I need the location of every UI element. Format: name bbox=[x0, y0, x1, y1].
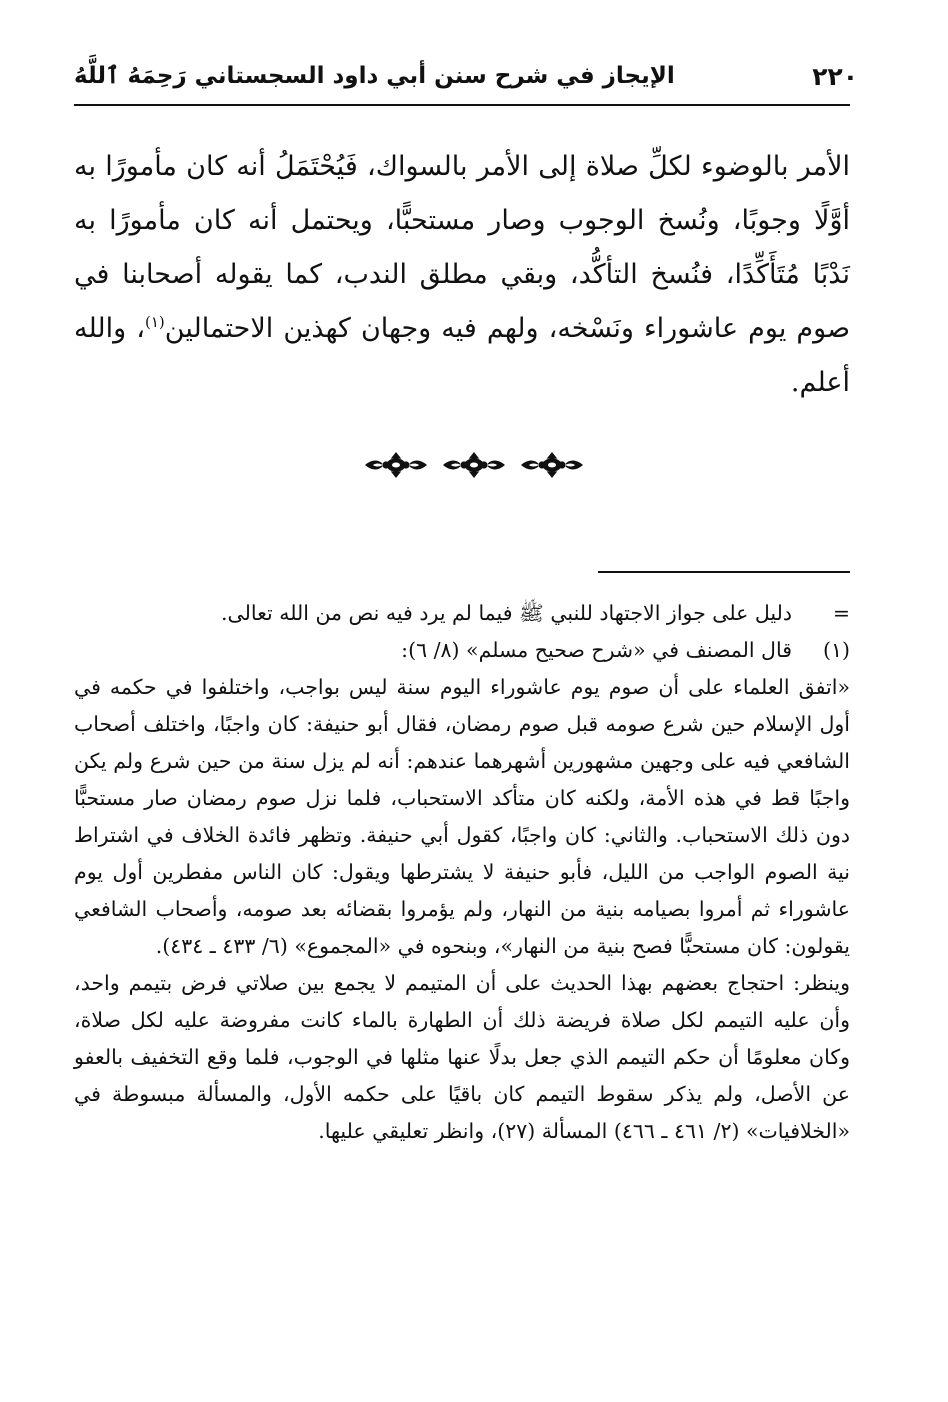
footnote-marker: = bbox=[832, 601, 850, 625]
footnote-1-quote: «اتفق العلماء على أن صوم يوم عاشوراء اليوم سنة ليس بواجب، واختلفوا في حكمه في أول الإسلام حين شرع صومه قبل صوم رمضان، فقال أبو حنيفة: كان واجبًا، واختلف أصحاب الشافعي فيه على وجهين مشهورين أشهرهما عندهم: أنه لم يزل سنة من حين شرع ولم يكن واجبًا قط في هذه الأمة، ولكنه كان متأكد الاستحباب، فلما نزل صوم رمضان صار مستحبًّا دون ذلك الاستحباب. والثاني: كان واجبًا، كقول أبي حنيفة. وتظهر فائدة الخلاف في اشتراط نية الصوم الواجب من الليل، فأبو حنيفة لا يشترطها ويقول: كان الناس مفطرين أول يوم عاشوراء ثم أمروا بصيامه بنية من النهار، ولم يؤمروا بقضائه بعد صومه، وأصحاب الشافعي يقولون: كان مستحبًّا فصح بنية من النهار»، وبنحوه في «المجموع» (٦/ ٤٣٣ ـ ٤٣٤). bbox=[74, 675, 850, 958]
main-paragraph bbox=[74, 140, 850, 410]
floral-ornament-icon bbox=[442, 452, 506, 478]
floral-ornament-icon bbox=[364, 452, 428, 478]
footnote-1-see-also: وينظر: احتجاج بعضهم بهذا الحديث على أن المتيمم لا يجمع بين صلاتي فرض بتيمم واحد، وأن عليه التيمم لكل صلاة فريضة ذلك أن الطهارة بالماء كانت مفروضة عليه لكل صلاة، وكان معلومًا أن حكم التيمم الذي جعل بدلًا عنها مثلها في الوجوب، فلما وقع التخفيف بالعفو عن الأصل، ولم يذكر سقوط التيمم كان باقيًا على حكمه الأول، والمسألة مبسوطة في «الخلافيات» (٢/ ٤٦١ ـ ٤٦٦) المسألة (٢٧)، وانظر تعليقي عليها. bbox=[74, 971, 850, 1143]
running-header bbox=[74, 54, 858, 98]
running-title: الإيجاز في شرح سنن أبي داود السجستاني رَحِمَهُ ٱللَّهُ bbox=[74, 63, 675, 89]
footnote-marker: (١) bbox=[822, 638, 850, 662]
main-text-after-note: ، والله أعلم. bbox=[74, 313, 850, 398]
page-number: ٢٢٠ bbox=[812, 61, 858, 91]
footnote-1-intro: قال المصنف في «شرح صحيح مسلم» (٨/ ٦): bbox=[401, 638, 792, 662]
footnote-continuation-text: دليل على جواز الاجتهاد للنبي ﷺ فيما لم يرد فيه نص من الله تعالى. bbox=[221, 601, 792, 625]
footnotes-section bbox=[74, 595, 850, 1150]
footnote-reference[interactable]: (١) bbox=[144, 313, 165, 331]
footnote-continuation bbox=[74, 595, 850, 632]
section-ornament bbox=[0, 452, 948, 482]
footnote-divider bbox=[598, 571, 850, 573]
floral-ornament-icon bbox=[520, 452, 584, 478]
main-text-before-note: الأمر بالوضوء لكلِّ صلاة إلى الأمر بالسواك، فَيُحْتَمَلُ أنه كان مأمورًا به أوَّلًا وجوبًا، ونُسخ الوجوب وصار مستحبًّا، ويحتمل أنه كان مأمورًا به نَدْبًا مُتَأَكِّدًا، فنُسخ التأكُّد، وبقي مطلق الندب، كما يقوله أصحابنا في صوم يوم عاشوراء ونَسْخه، ولهم فيه وجهان كهذين الاحتمالين bbox=[74, 151, 851, 344]
footnote-1 bbox=[74, 632, 850, 669]
header-divider bbox=[74, 104, 850, 106]
